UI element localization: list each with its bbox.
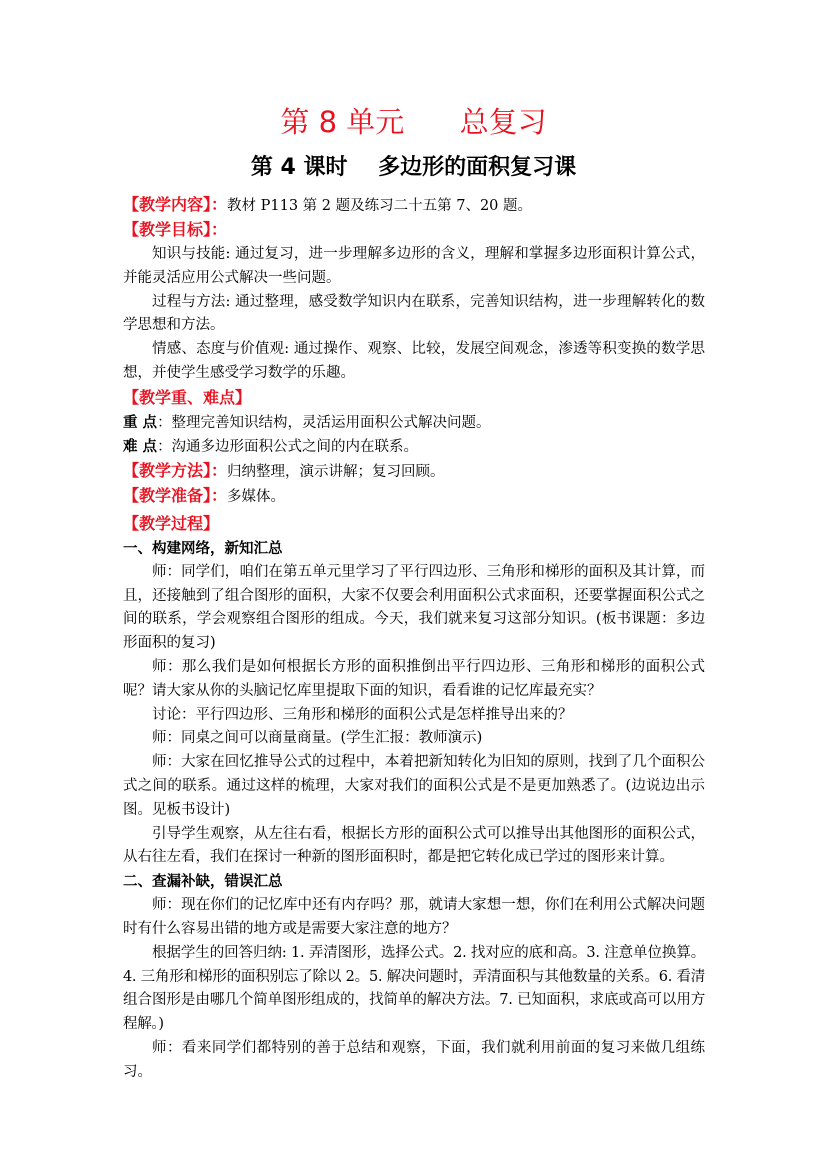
key-point-row: [123, 411, 705, 435]
goal-knowledge: 知识与技能: 通过复习，进一步理解多边形的含义，理解和掌握多边形面积计算公式，并能灵活应用公式解决一些问题。: [123, 246, 705, 286]
teaching-goals-heading-row: [123, 218, 705, 243]
teaching-prep-text: 多媒体。: [227, 488, 286, 505]
goal-process: 过程与方法: 通过整理，感受数学知识内在联系，完善知识结构，进一步理解转化的数学思想和方法。: [123, 293, 705, 334]
teaching-content-text: 教材 P113 第 2 题及练习二十五第 7、20 题。: [227, 198, 533, 214]
section-1-paragraph: 师：大家在回忆推导公式的过程中，本着把新知转化为旧知的原则，找到了几个面积公式之间的联系。通过这样的梳理，大家对我们的面积公式是不是更加熟悉了。(边说边出示图。见板书设计): [123, 754, 705, 818]
section-1-paragraph: 引导学生观察，从左往右看，根据长方形的面积公式可以推导出其他图形的面积公式，从右往左看，我们在探讨一种新的图形面积时，都是把它转化成已学过的图形来计算。: [123, 825, 705, 866]
teaching-method-text: 归纳整理，演示讲解；复习回顾。: [227, 463, 445, 480]
key-points-label: 【教学重、难点】: [123, 387, 252, 407]
section-1-title: 一、构建网络，新知汇总: [123, 540, 283, 557]
teaching-process-heading-row: [123, 512, 705, 537]
lesson-title: 第 4 课时 多边形的面积复习课: [250, 155, 577, 180]
section-2-paragraph: 师：现在你们的记忆库中还有内存吗？那，就请大家想一想，你们在利用公式解决问题时有什么容易出错的地方或是需要大家注意的地方？: [123, 897, 705, 937]
teaching-process-label: 【教学过程】: [123, 513, 220, 533]
section-1-paragraph: 师：同学们，咱们在第五单元里学习了平行四边形、三角形和梯形的面积及其计算，而且，还接触到了组合图形的面积，大家不仅要会利用面积公式求面积，还要掌握面积公式之间的联系，学会观察组合图形的组成。今天，我们就来复习这部分知识。(板书课题：多边形面积的复习): [123, 563, 705, 652]
goal-attitude: 情感、态度与价值观: 通过操作、观察、比较，发展空间观念，渗透等积变换的数学思想，并使学生感受学习数学的乐趣。: [123, 341, 705, 381]
hard-point-row: [123, 435, 705, 459]
key-point-text: ：整理完善知识结构，灵活运用面积公式解决问题。: [157, 414, 491, 431]
section-2-paragraph: 师：看来同学们都特别的善于总结和观察，下面，我们就利用前面的复习来做几组练习。: [123, 1039, 705, 1080]
teaching-method-label: 【教学方法】：: [123, 460, 228, 480]
key-point-label: 重 点: [123, 414, 158, 431]
section-2-paragraph: 根据学生的回答归纳: 1. 弄清图形，选择公式。2. 找对应的底和高。3. 注意单位换算。4. 三角形和梯形的面积别忘了除以 2。5. 解决问题时，弄清面积与其他数量的关系。6. 看清组合图形是由哪几个简单图形组成的，找简单的解决方法。7. 已知面积，求底或高可以用方程解。): [123, 944, 705, 1033]
teaching-prep-label: 【教学准备】：: [123, 485, 228, 505]
section-1-paragraph: 师：那么我们是如何根据长方形的面积推倒出平行四边形、三角形和梯形的面积公式呢？请大家从你的头脑记忆库里提取下面的知识，看看谁的记忆库最充实？: [123, 658, 705, 699]
hard-point-text: ：沟通多边形面积公式之间的内在联系。: [157, 438, 419, 455]
teaching-content-label: 【教学内容】：: [123, 195, 228, 214]
teaching-method-row: [123, 459, 705, 484]
section-1-paragraph: 讨论：平行四边形、三角形和梯形的面积公式是怎样推导出来的？: [152, 706, 573, 723]
section-2-title-row: [123, 870, 705, 894]
teaching-prep-row: [123, 484, 705, 509]
lesson-plan-body: [123, 193, 705, 1085]
section-1-title-row: [123, 537, 705, 561]
section-1-paragraph: 师：同桌之间可以商量商量。(学生汇报：教师演示): [152, 730, 483, 747]
teaching-goals-label: 【教学目标】：: [123, 220, 228, 239]
section-2-title: 二、查漏补缺，错误汇总: [123, 874, 283, 891]
unit-title: 第 8 单元 总复习: [280, 105, 547, 139]
teaching-content-row: [123, 193, 705, 218]
hard-point-label: 难 点: [123, 438, 158, 455]
key-points-heading-row: [123, 386, 705, 411]
